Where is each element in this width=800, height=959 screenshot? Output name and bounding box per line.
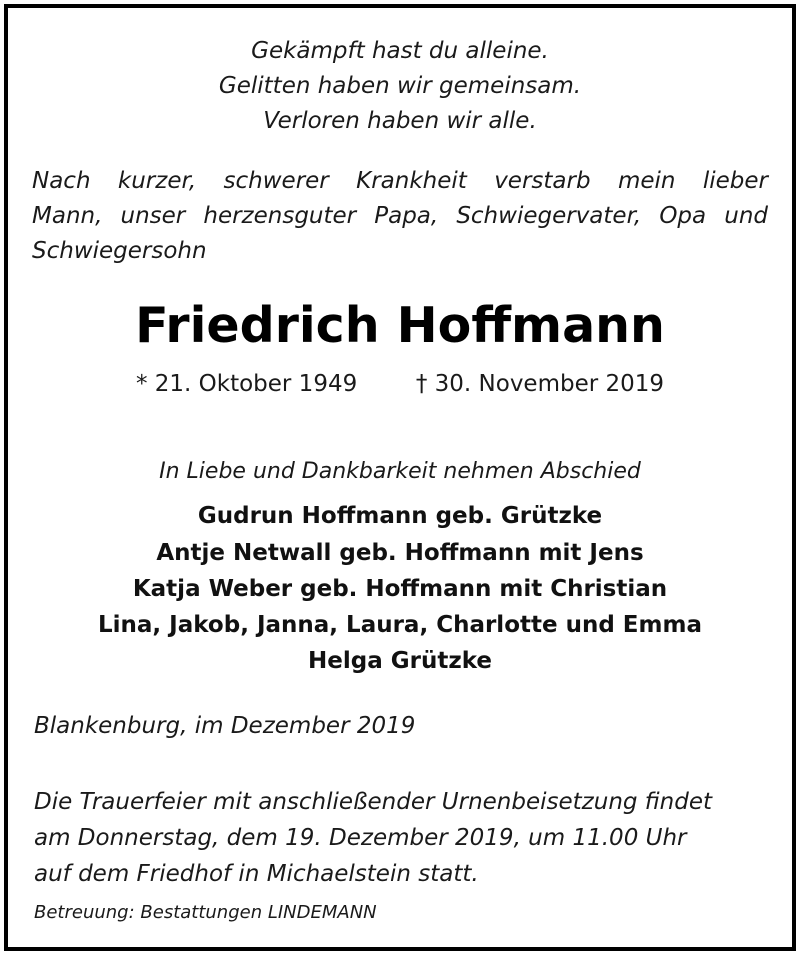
intro-line: Mann, unser herzensguter Papa, Schwiegervater, Opa und: [32, 203, 768, 229]
funeral-home: Betreuung: Bestattungen LINDEMANN: [34, 902, 377, 923]
obituary-notice: [4, 4, 796, 951]
mourner-line: Antje Netwall geb. Hoffmann mit Jens: [156, 540, 644, 566]
service-line: Die Trauerfeier mit anschließender Urnenbeisetzung findet: [34, 789, 713, 815]
intro-line: Nach kurzer, schwerer Krankheit verstarb mein lieber: [32, 168, 768, 194]
birth-date: * 21. Oktober 1949: [135, 371, 358, 397]
life-dates: [8, 373, 792, 396]
mourner-line: Katja Weber geb. Hoffmann mit Christian: [132, 576, 668, 602]
deceased-name: Friedrich Hoffmann: [135, 297, 665, 354]
motto-line: Gelitten haben wir gemeinsam.: [218, 73, 582, 99]
service-line: am Donnerstag, dem 19. Dezember 2019, um 11.00 Uhr: [34, 825, 687, 851]
motto-line: Gekämpft hast du alleine.: [251, 38, 549, 64]
mourner-line: Helga Grützke: [308, 648, 492, 674]
mourner-line: Gudrun Hoffmann geb. Grützke: [197, 503, 603, 529]
farewell-line: In Liebe und Dankbarkeit nehmen Abschied: [159, 459, 641, 484]
intro-line: Schwiegersohn: [32, 238, 207, 264]
mourner-line: Lina, Jakob, Janna, Laura, Charlotte und Emma: [98, 612, 702, 638]
death-date: † 30. November 2019: [415, 371, 665, 397]
place-date: Blankenburg, im Dezember 2019: [34, 713, 416, 739]
service-line: auf dem Friedhof in Michaelstein statt.: [34, 861, 479, 887]
motto-line: Verloren haben wir alle.: [263, 108, 537, 134]
